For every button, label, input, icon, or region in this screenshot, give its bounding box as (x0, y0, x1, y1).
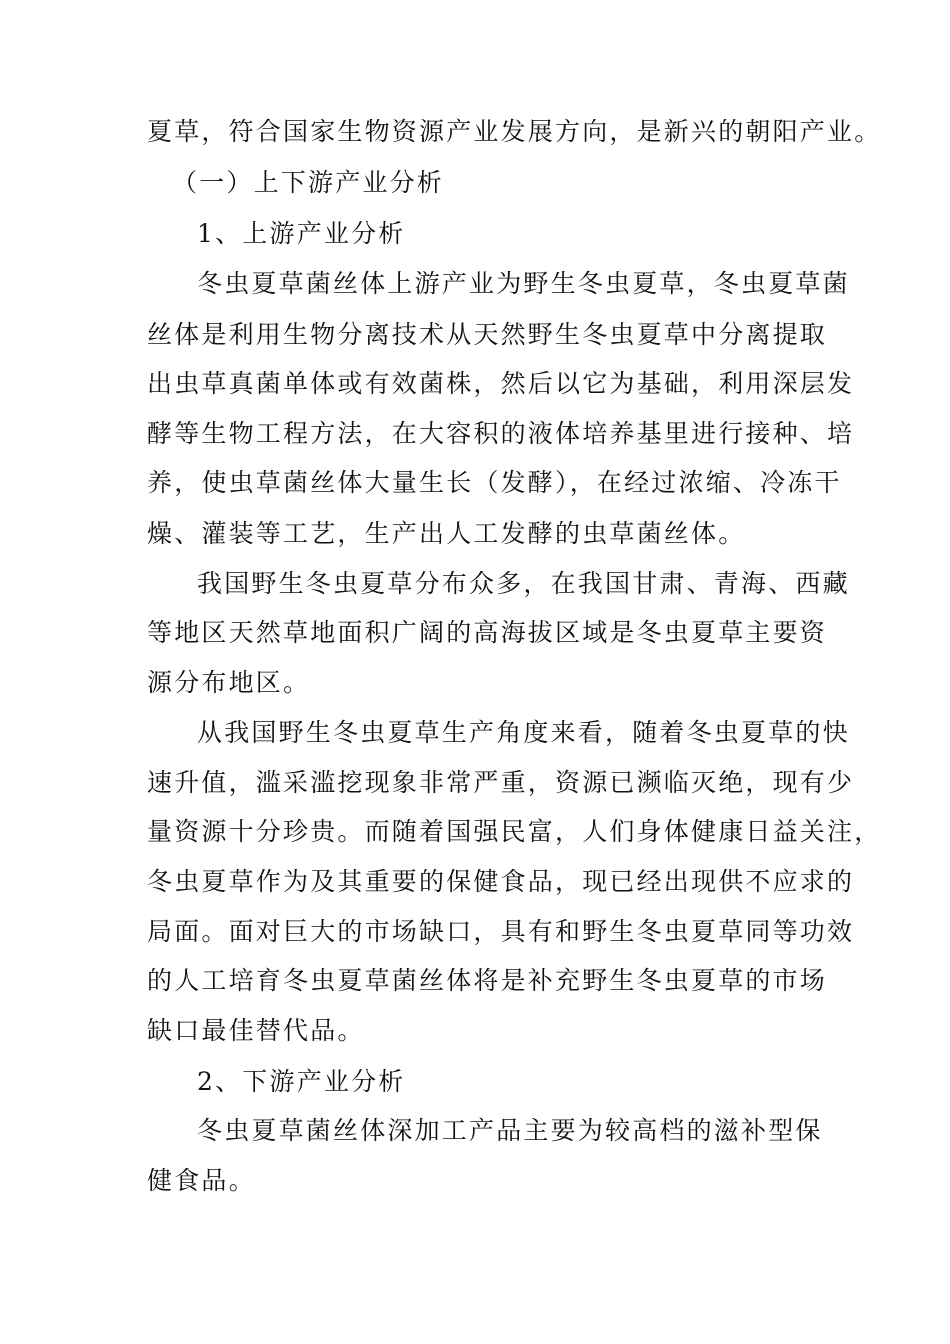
section-heading: （一）上下游产业分析 (172, 168, 445, 197)
paragraph-line: 燥、灌装等工艺，生产出人工发酵的虫草菌丝体。 (147, 519, 746, 548)
paragraph-line: 出虫草真菌单体或有效菌株，然后以它为基础，利用深层发 (147, 369, 855, 398)
subsection-heading-upstream: 1、上游产业分析 (197, 219, 406, 248)
paragraph-line: 冬虫夏草菌丝体深加工产品主要为较高档的滋补型保 (197, 1116, 823, 1145)
paragraph-line: 丝体是利用生物分离技术从天然野生冬虫夏草中分离提取 (147, 320, 828, 349)
paragraph-line: 速升值，滥采滥挖现象非常严重，资源已濒临灭绝，现有少 (147, 768, 855, 797)
paragraph-line: 源分布地区。 (147, 668, 311, 697)
paragraph-line: 量资源十分珍贵。而随着国强民富，人们身体健康日益关注， (147, 817, 882, 846)
paragraph-line: 养，使虫草菌丝体大量生长（发酵），在经过浓缩、冷冻干 (147, 468, 842, 497)
paragraph-line: 等地区天然草地面积广阔的高海拔区域是冬虫夏草主要资 (147, 618, 828, 647)
paragraph-line: 冬虫夏草菌丝体上游产业为野生冬虫夏草，冬虫夏草菌 (197, 269, 850, 298)
paragraph-line: 从我国野生冬虫夏草生产角度来看，随着冬虫夏草的快 (197, 718, 850, 747)
paragraph-line: 夏草，符合国家生物资源产业发展方向，是新兴的朝阳产业。 (147, 117, 882, 146)
paragraph-line: 我国野生冬虫夏草分布众多，在我国甘肃、青海、西藏 (197, 569, 850, 598)
paragraph-line: 缺口最佳替代品。 (147, 1016, 365, 1045)
paragraph-line: 酵等生物工程方法，在大容积的液体培养基里进行接种、培 (147, 419, 855, 448)
subsection-heading-downstream: 2、下游产业分析 (197, 1067, 406, 1096)
paragraph-line: 冬虫夏草作为及其重要的保健食品，现已经出现供不应求的 (147, 867, 855, 896)
paragraph-line: 健食品。 (147, 1166, 256, 1195)
paragraph-line: 的人工培育冬虫夏草菌丝体将是补充野生冬虫夏草的市场 (147, 966, 828, 995)
paragraph-line: 局面。面对巨大的市场缺口，具有和野生冬虫夏草同等功效 (147, 917, 855, 946)
